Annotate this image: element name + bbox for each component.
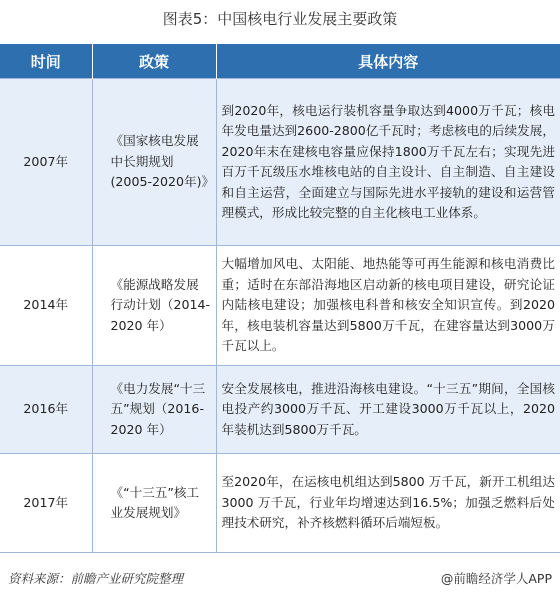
row-content: 大幅增加风电、太阳能、地热能等可再生能源和核电消费比重；适时在东部沿海地区启动新的核电项目建设，研究论证内陆核电建设；加强核电科普和核安全知识宣传。到2020年，核电装机容量达到5800万千瓦，在建容量达到3000万千瓦以上。 [216,246,560,366]
row-policy: 《国家核电发展中长期规划(2005-2020年)》 [92,79,216,246]
header-time: 时间 [0,44,92,79]
source-note: 资料来源：前瞻产业研究院整理 [8,571,184,586]
table-row [0,366,560,454]
row-policy: 《电力发展“十三五”规划（2016-2020 年） [92,366,216,454]
policy-table [0,44,560,553]
row-year: 2014年 [0,246,92,366]
table-row [0,454,560,553]
row-content: 安全发展核电，推进沿海核电建设。“十三五”期间，全国核电投产约3000万千瓦、开工建设3000万千瓦以上，2020年装机达到5800万千瓦。 [216,366,560,454]
header-policy: 政策 [92,44,216,79]
row-year: 2017年 [0,454,92,553]
row-policy: 《“十三五”核工业发展规划》 [92,454,216,553]
table-row [0,79,560,246]
row-content: 到2020年，核电运行装机容量争取达到4000万千瓦；核电年发电量达到2600-2800亿千瓦时；考虑核电的后续发展，2020年末在建核电容量应保持1800万千瓦左右；实现先进百万千瓦级压水堆核电站的自主设计、自主制造、自主建设和自主运营，全面建立与国际先进水平接轨的建设和运营管理模式，形成比较完整的自主化核电工业体系。 [216,79,560,246]
row-policy: 《能源战略发展行动计划（2014-2020 年） [92,246,216,366]
row-content: 至2020年，在运核电机组达到5800 万千瓦，新开工机组达3000 万千瓦，行业年均增速达到16.5%；加强乏燃料后处理技术研究，补齐核燃料循环后端短板。 [216,454,560,553]
table-title: 图表5：中国核电行业发展主要政策 [162,10,398,28]
table-row [0,246,560,366]
table-header-row [0,44,560,79]
header-content: 具体内容 [216,44,560,79]
row-year: 2007年 [0,79,92,246]
brand-label: @前瞻经济学人APP [440,571,552,586]
row-year: 2016年 [0,366,92,454]
